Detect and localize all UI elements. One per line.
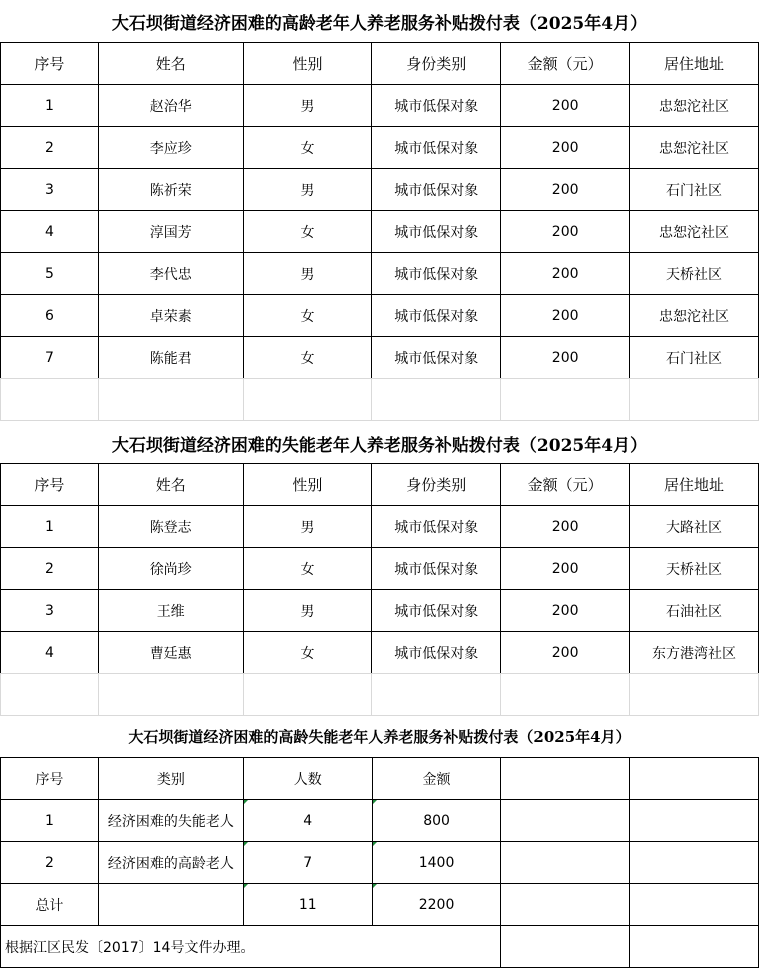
- table-row: [1, 548, 759, 590]
- table-cell: 1: [1, 800, 99, 842]
- table-cell: 男: [243, 590, 372, 632]
- empty-cell: [1, 674, 99, 716]
- table-cell: 3: [1, 590, 99, 632]
- table-row: [1, 85, 759, 127]
- table-row: [1, 295, 759, 337]
- table-cell: 200: [501, 127, 630, 169]
- table1-header-cell: 姓名: [98, 43, 243, 85]
- empty-cell: [98, 674, 243, 716]
- table-row: [1, 632, 759, 674]
- table3-header-row: [1, 758, 759, 800]
- table-cell: 城市低保对象: [372, 632, 501, 674]
- table-cell: 忠恕沱社区: [630, 127, 759, 169]
- table-cell: 王维: [98, 590, 243, 632]
- table-row: [1, 506, 759, 548]
- table-cell: 男: [243, 169, 372, 211]
- table-cell: 4: [1, 632, 99, 674]
- empty-cell: [501, 926, 630, 968]
- table-row: [1, 800, 759, 842]
- table1-header-cell: 身份类别: [372, 43, 501, 85]
- table-cell: 200: [501, 548, 630, 590]
- table-cell: 陈登志: [98, 506, 243, 548]
- table-cell: 女: [243, 295, 372, 337]
- table-row: [1, 884, 759, 926]
- table-cell: 1: [1, 506, 99, 548]
- table-cell: 女: [243, 337, 372, 379]
- table-cell: 城市低保对象: [372, 211, 501, 253]
- table-cell: 城市低保对象: [372, 253, 501, 295]
- table3-title: 大石坝街道经济困难的高龄失能老年人养老服务补贴拨付表（2025年4月）: [128, 728, 631, 746]
- empty-cell: [630, 926, 759, 968]
- table-cell: 女: [243, 632, 372, 674]
- table-cell: 忠恕沱社区: [630, 295, 759, 337]
- empty-cell: [372, 674, 501, 716]
- table-cell: 200: [501, 337, 630, 379]
- table-note-row: [1, 926, 759, 968]
- table-cell: 800: [372, 800, 501, 842]
- table-row: [1, 842, 759, 884]
- table-cell: 200: [501, 211, 630, 253]
- table-cell: 李应珍: [98, 127, 243, 169]
- table-cell: 忠恕沱社区: [630, 85, 759, 127]
- table2-header-cell: 金额（元）: [501, 464, 630, 506]
- table-cell: 城市低保对象: [372, 548, 501, 590]
- table-cell: 3: [1, 169, 99, 211]
- table2-header-cell: 性别: [243, 464, 372, 506]
- table1-title: 大石坝街道经济困难的高龄老年人养老服务补贴拨付表（2025年4月）: [111, 14, 648, 34]
- empty-cell: [630, 800, 759, 842]
- table-cell: 1400: [372, 842, 501, 884]
- table-cell: 徐尚珍: [98, 548, 243, 590]
- empty-cell: [372, 379, 501, 421]
- empty-cell: [630, 884, 759, 926]
- table-cell: 石门社区: [630, 337, 759, 379]
- table-cell: 天桥社区: [630, 253, 759, 295]
- table-cell: 女: [243, 211, 372, 253]
- table2: [0, 463, 759, 674]
- table-cell: 200: [501, 85, 630, 127]
- table-cell: 男: [243, 85, 372, 127]
- spacer-gridlines: [0, 673, 759, 716]
- empty-cell: [501, 842, 630, 884]
- table3-header-cell: 金额: [372, 758, 501, 800]
- table3-header-cell: 序号: [1, 758, 99, 800]
- table2-header-cell: 姓名: [98, 464, 243, 506]
- table-cell: 城市低保对象: [372, 295, 501, 337]
- table2-title: 大石坝街道经济困难的失能老年人养老服务补贴拨付表（2025年4月）: [111, 436, 648, 456]
- table-cell: 城市低保对象: [372, 590, 501, 632]
- empty-cell: [630, 758, 759, 800]
- empty-cell: [630, 842, 759, 884]
- table-row: [1, 337, 759, 379]
- table-cell: 1: [1, 85, 99, 127]
- empty-cell: [501, 379, 630, 421]
- table2-header-cell: 身份类别: [372, 464, 501, 506]
- table-cell: 女: [243, 127, 372, 169]
- table-cell: 淳国芳: [98, 211, 243, 253]
- table3-header-cell: 人数: [243, 758, 372, 800]
- table-row: [1, 253, 759, 295]
- table3: [0, 757, 759, 968]
- table-cell: 女: [243, 548, 372, 590]
- table-cell: 大路社区: [630, 506, 759, 548]
- table2-header-cell: 居住地址: [630, 464, 759, 506]
- table-cell: 城市低保对象: [372, 506, 501, 548]
- table1-header-cell: 居住地址: [630, 43, 759, 85]
- table-cell: 6: [1, 295, 99, 337]
- table-cell: 11: [243, 884, 372, 926]
- table-cell: 7: [1, 337, 99, 379]
- table3-header-cell: 类别: [98, 758, 243, 800]
- note-text: 根据江区民发〔2017〕14号文件办理。: [1, 926, 501, 968]
- empty-cell: [243, 674, 372, 716]
- table-cell: 200: [501, 506, 630, 548]
- table-cell: 200: [501, 590, 630, 632]
- table-cell: 200: [501, 169, 630, 211]
- empty-cell: [630, 379, 759, 421]
- empty-cell: [501, 758, 630, 800]
- table-cell: 经济困难的高龄老人: [98, 842, 243, 884]
- table-cell: 总计: [1, 884, 99, 926]
- table1-header-row: [1, 43, 759, 85]
- table-cell: [98, 884, 243, 926]
- table-row: [1, 590, 759, 632]
- table-cell: 2: [1, 842, 99, 884]
- empty-cell: [243, 379, 372, 421]
- table-row: [1, 127, 759, 169]
- table2-header-cell: 序号: [1, 464, 99, 506]
- empty-cell: [501, 674, 630, 716]
- table-cell: 城市低保对象: [372, 127, 501, 169]
- table-cell: 赵治华: [98, 85, 243, 127]
- empty-cell: [98, 379, 243, 421]
- table-cell: 2200: [372, 884, 501, 926]
- empty-cell: [501, 800, 630, 842]
- table-cell: 东方港湾社区: [630, 632, 759, 674]
- empty-cell: [630, 674, 759, 716]
- table2-header-row: [1, 464, 759, 506]
- table1: [0, 42, 759, 379]
- table-cell: 天桥社区: [630, 548, 759, 590]
- table-cell: 男: [243, 253, 372, 295]
- table-cell: 李代忠: [98, 253, 243, 295]
- table-cell: 200: [501, 295, 630, 337]
- table1-header-cell: 性别: [243, 43, 372, 85]
- empty-cell: [1, 379, 99, 421]
- table-cell: 2: [1, 127, 99, 169]
- table1-header-cell: 金额（元）: [501, 43, 630, 85]
- table-cell: 4: [1, 211, 99, 253]
- table-cell: 城市低保对象: [372, 169, 501, 211]
- table-cell: 陈能君: [98, 337, 243, 379]
- table-cell: 200: [501, 253, 630, 295]
- table-cell: 经济困难的失能老人: [98, 800, 243, 842]
- table-cell: 200: [501, 632, 630, 674]
- table1-header-cell: 序号: [1, 43, 99, 85]
- empty-cell: [501, 884, 630, 926]
- table-cell: 石油社区: [630, 590, 759, 632]
- table-cell: 忠恕沱社区: [630, 211, 759, 253]
- table-cell: 陈祈荣: [98, 169, 243, 211]
- table-cell: 曹廷惠: [98, 632, 243, 674]
- table-cell: 2: [1, 548, 99, 590]
- table-cell: 5: [1, 253, 99, 295]
- table-cell: 4: [243, 800, 372, 842]
- table-cell: 石门社区: [630, 169, 759, 211]
- table-row: [1, 211, 759, 253]
- table-cell: 城市低保对象: [372, 337, 501, 379]
- table-cell: 7: [243, 842, 372, 884]
- spacer-gridlines: [0, 378, 759, 421]
- table-cell: 城市低保对象: [372, 85, 501, 127]
- table-row: [1, 169, 759, 211]
- table-cell: 男: [243, 506, 372, 548]
- table-cell: 卓荣素: [98, 295, 243, 337]
